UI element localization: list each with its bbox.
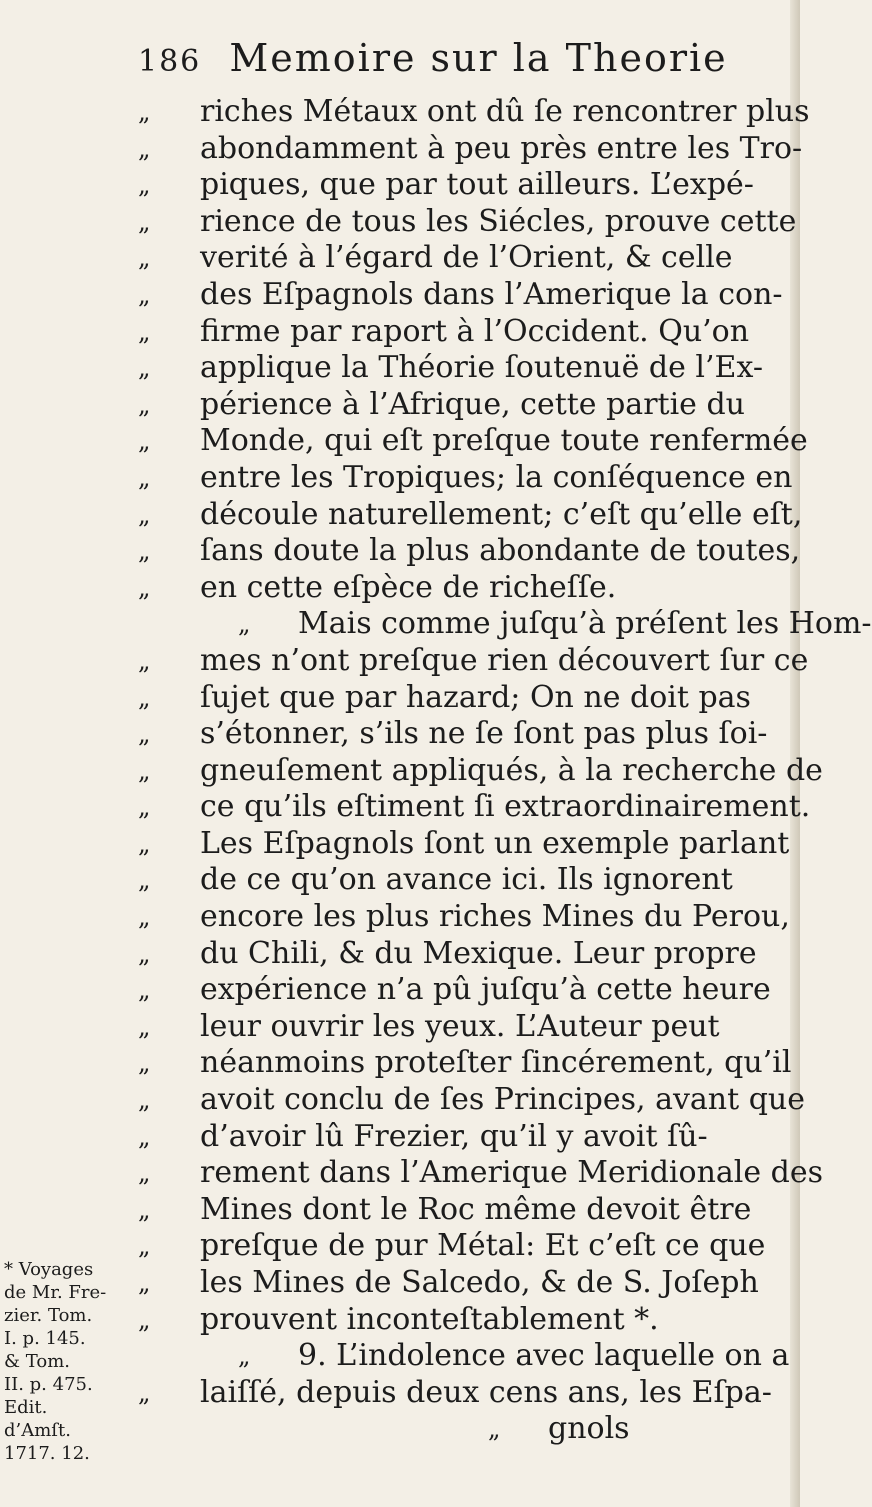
quote-mark: „ — [138, 939, 151, 968]
quote-mark: „ — [138, 1378, 151, 1407]
line-text: expérience n’a pû juſqu’à cette heure — [200, 972, 771, 1008]
quote-mark: „ — [138, 1232, 151, 1261]
text-line — [138, 1228, 788, 1265]
line-text: 9. L’indolence avec laquelle on a — [298, 1338, 790, 1374]
text-line — [138, 203, 797, 241]
text-line — [138, 277, 788, 314]
line-text: de ce qu’on avance ici. Ils ignorent — [200, 862, 733, 898]
line-text: Mines dont le Roc même devoit être — [200, 1191, 752, 1227]
line-text: firme par raport à l’Occident. Qu’on — [200, 313, 750, 349]
page-number: 186 — [138, 44, 202, 79]
text-line — [138, 350, 788, 387]
margin-note-line: d’Amſt. — [4, 1420, 71, 1441]
quote-mark: „ — [138, 866, 151, 895]
quote-mark: „ — [138, 793, 151, 822]
line-text: périence à l’Afrique, cette partie du — [200, 386, 745, 422]
line-text: preſque de pur Métal: Et c’eſt ce que — [200, 1228, 766, 1264]
quote-mark: „ — [238, 1342, 251, 1371]
text-line — [138, 972, 788, 1009]
text-line — [138, 826, 788, 863]
line-text: mes n’ont preſque rien découvert ſur ce — [200, 642, 809, 678]
quote-mark: „ — [138, 1159, 151, 1188]
line-text: découle naturellement; c’eſt qu’elle eſt, — [200, 496, 803, 532]
text-line — [138, 1192, 788, 1229]
line-text: leur ouvrir les yeux. L’Auteur peut — [200, 1008, 720, 1044]
text-line — [138, 1338, 788, 1375]
line-text: d’avoir lû Frezier, qu’il y avoit ſû- — [200, 1118, 708, 1154]
line-text: laiſſé, depuis deux cens ans, les Eſpa- — [200, 1374, 772, 1410]
quote-mark: „ — [138, 390, 151, 419]
quote-mark: „ — [138, 280, 151, 309]
line-text: applique la Théorie ſoutenuë de l’Ex- — [200, 350, 763, 386]
line-text: des Eſpagnols dans l’Amerique la con- — [200, 276, 783, 312]
running-title: Memoire sur la Theorie — [229, 36, 728, 80]
quote-mark: „ — [138, 427, 151, 456]
margin-note-line: II. p. 475. — [4, 1374, 93, 1395]
margin-note-line: zier. Tom. — [4, 1305, 93, 1326]
quote-mark: „ — [138, 500, 151, 529]
text-line — [138, 606, 872, 643]
text-line — [138, 936, 788, 973]
text-line — [138, 752, 823, 790]
quote-mark: „ — [138, 354, 151, 383]
quote-mark: „ — [138, 1049, 151, 1078]
quote-mark: „ — [138, 720, 151, 749]
quote-mark: „ — [138, 976, 151, 1005]
text-line — [138, 789, 811, 826]
line-text: prouvent inconteſtablement *. — [200, 1301, 659, 1337]
margin-note-line: I. p. 145. — [4, 1328, 86, 1349]
line-text: Mais comme juſqu’à préſent les Hom- — [298, 606, 872, 642]
running-header — [138, 36, 778, 84]
quote-mark: „ — [488, 1415, 501, 1444]
quote-mark: „ — [138, 903, 151, 932]
line-text: néanmoins proteſter ſincérement, qu’il — [200, 1045, 792, 1081]
text-line — [138, 533, 801, 570]
text-line — [138, 167, 788, 204]
margin-note-line: Edit. — [4, 1397, 48, 1418]
margin-note-line: & Tom. — [4, 1351, 70, 1372]
line-text: verité à l’égard de l’Orient, & celle — [200, 240, 733, 276]
text-line — [138, 899, 788, 936]
text-line — [138, 1265, 788, 1302]
quote-mark: „ — [138, 244, 151, 273]
line-text: les Mines de Salcedo, & de S. Joſeph — [200, 1265, 759, 1300]
line-text: entre les Tropiques; la conſéquence en — [200, 459, 793, 495]
line-text: du Chili, & du Mexique. Leur propre — [200, 935, 757, 971]
margin-note-line: * Voyages — [4, 1259, 94, 1280]
line-text: encore les plus riches Mines du Perou, — [200, 899, 790, 935]
margin-note-line: de Mr. Fre- — [4, 1282, 107, 1303]
quote-mark: „ — [138, 646, 151, 675]
quote-mark: „ — [138, 171, 151, 200]
line-text: piques, que par tout ailleurs. L’expé- — [200, 167, 754, 203]
line-text: ſujet que par hazard; On ne doit pas — [200, 679, 751, 715]
quote-mark: „ — [138, 463, 151, 492]
text-line — [138, 570, 788, 607]
line-text: rement dans l’Amerique Meridionale des — [200, 1155, 824, 1191]
text-line — [138, 1045, 792, 1082]
quote-mark: „ — [138, 207, 151, 236]
text-line — [138, 1375, 788, 1412]
line-text: abondamment à peu près entre les Tro- — [200, 130, 803, 166]
line-text: ſans doute la plus abondante de toutes, — [200, 533, 801, 569]
margin-note-line: 1717. 12. — [4, 1443, 90, 1464]
main-text — [138, 94, 872, 1448]
line-text: gnols — [548, 1411, 630, 1447]
quote-mark: „ — [138, 756, 151, 785]
line-text: avoit conclu de ſes Principes, avant que — [200, 1082, 805, 1118]
text-line — [138, 94, 810, 131]
quote-mark: „ — [138, 98, 151, 126]
text-line — [138, 1119, 788, 1156]
text-line — [138, 642, 809, 680]
text-line — [138, 240, 788, 277]
line-text: s’étonner, s’ils ne ſe ſont pas plus ſoi- — [200, 716, 768, 752]
text-line — [138, 862, 788, 899]
text-line — [138, 1009, 788, 1046]
line-text: Monde, qui eſt preſque toute renfermée — [200, 423, 808, 459]
quote-mark: „ — [238, 610, 251, 639]
quote-mark: „ — [138, 537, 151, 566]
text-line — [138, 680, 788, 717]
text-line — [138, 1411, 788, 1448]
text-line — [138, 1302, 788, 1339]
text-line — [138, 1082, 805, 1119]
line-text: Les Eſpagnols ſont un exemple parlant — [200, 825, 790, 861]
quote-mark: „ — [138, 573, 151, 602]
margin-note — [4, 1258, 124, 1465]
text-line — [138, 130, 803, 168]
quote-mark: „ — [138, 1122, 151, 1151]
text-line — [138, 496, 803, 534]
line-text: ce qu’ils eſtiment ſi extraordinairement. — [200, 789, 811, 825]
quote-mark: „ — [138, 1269, 151, 1297]
quote-mark: „ — [138, 1195, 151, 1224]
quote-mark: „ — [138, 1305, 151, 1334]
quote-mark: „ — [138, 1086, 151, 1115]
text-line — [138, 459, 793, 497]
line-text: rience de tous les Siécles, prouve cette — [200, 203, 797, 239]
text-line — [138, 423, 808, 460]
quote-mark: „ — [138, 134, 151, 163]
line-text: en cette eſpèce de richeſſe. — [200, 569, 617, 605]
text-line — [138, 387, 788, 424]
text-line — [138, 1155, 824, 1192]
line-text: gneuſement appliqués, à la recherche de — [200, 752, 823, 788]
line-text: riches Métaux ont dû ſe rencontrer plus — [200, 94, 810, 129]
quote-mark: „ — [138, 683, 151, 712]
text-line — [138, 716, 788, 753]
quote-mark: „ — [138, 829, 151, 858]
quote-mark: „ — [138, 317, 151, 346]
text-line — [138, 314, 788, 351]
quote-mark: „ — [138, 1012, 151, 1041]
